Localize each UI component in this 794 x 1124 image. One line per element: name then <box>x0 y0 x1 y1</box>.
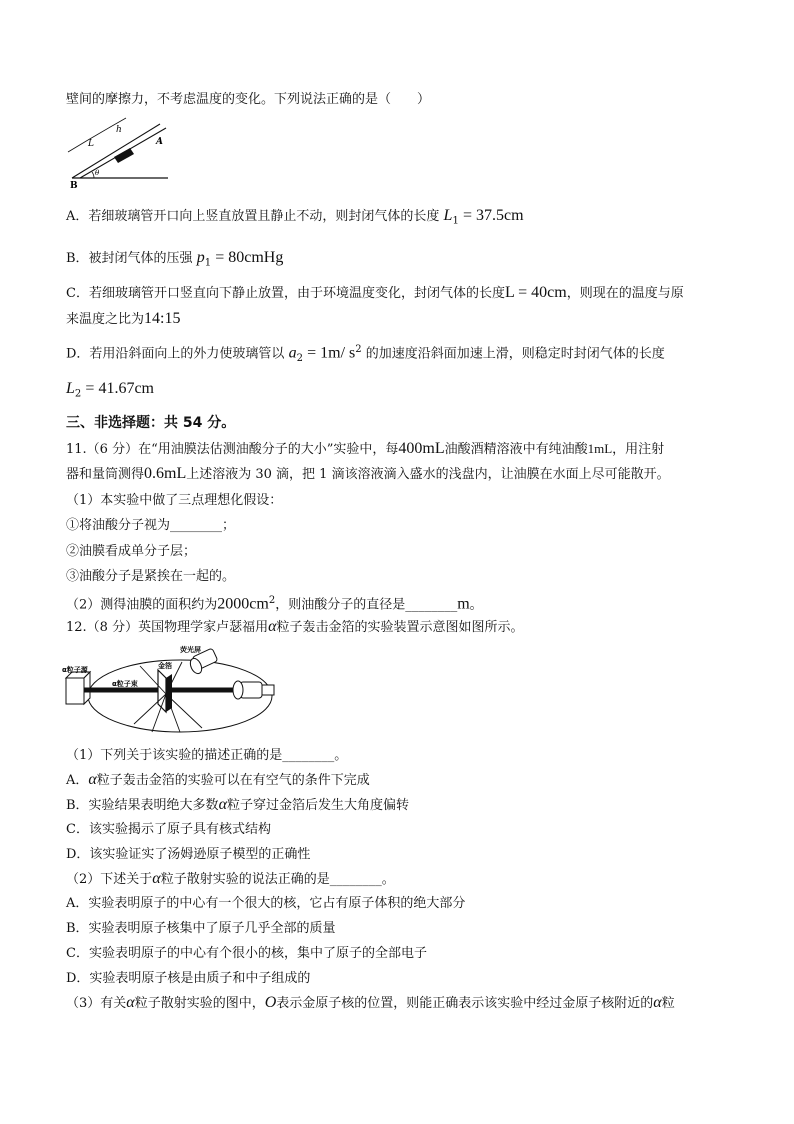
q11-sub2-b: ，则油酸分子的直径是________ <box>275 597 458 613</box>
q10-option-d-accel-sup: 2 <box>355 344 362 355</box>
fig2-label-source: α粒子源 <box>62 666 88 674</box>
q12-part2-a: （2）下述关于 <box>66 872 153 887</box>
q11-line1-a: 11.（6 分）在“用油膜法估测油酸分子的大小”实验中，每 <box>66 442 399 457</box>
q11-line2-a: 器和量筒测得 <box>66 467 145 482</box>
q12-part2-alpha: α <box>152 870 161 887</box>
q11-line2-m: 0.6mL <box>144 465 187 482</box>
q12-p2-option-a: A．实验表明原子的中心有一个很大的核，它占有原子体积的绝大部分 <box>66 896 466 911</box>
q10-option-c-line2-text: 来温度之比为 <box>66 312 145 327</box>
q12-p1-option-a <box>66 771 764 790</box>
q11-line2 <box>66 465 764 484</box>
q10-option-d-accel-var: a <box>288 344 297 362</box>
q12-p2-option-b: B．实验表明原子核集中了原子几乎全部的质量 <box>66 921 336 936</box>
q12-part3-alpha2: α <box>653 994 662 1011</box>
q10-option-d-accel-val: = 1m/ s <box>307 344 356 362</box>
q11-line1-m1: 400mL <box>398 440 445 457</box>
q12-p2-option-c: C．实验表明原子的中心有个很小的核，集中了原子的全部电子 <box>66 946 427 961</box>
fig1-label-h: h <box>116 125 122 135</box>
q10-option-b-val: = 80cmHg <box>215 249 284 266</box>
q11-item1: ①将油酸分子视为________； <box>66 518 236 533</box>
q11-sub2-a: （2）测得油膜的面积约为 <box>66 597 218 613</box>
q12-p2-option-d: D．实验表明原子核是由质子和中子组成的 <box>66 971 311 986</box>
q12-p1-option-b <box>66 796 764 815</box>
q12-part2 <box>66 870 764 889</box>
q12-part3-d: 粒 <box>661 996 675 1011</box>
q11-sub2-end: 。 <box>469 597 483 613</box>
q10-option-c-line2 <box>66 310 764 329</box>
q12-p1-option-b-pre: B．实验结果表明绝大多数 <box>66 798 219 813</box>
rutherford-apparatus-figure <box>62 644 277 742</box>
q12-part3-alpha1: α <box>126 994 135 1011</box>
q10-option-c-math: L = 40cm <box>504 284 567 301</box>
q10-option-b <box>66 249 764 273</box>
fig2-label-screen: 荧光屏 <box>180 646 201 654</box>
fig1-label-L: L <box>88 139 94 149</box>
q12-part3 <box>66 994 764 1013</box>
q10-option-d-ans-val: = 41.67cm <box>85 380 154 397</box>
q10-option-a-sub: 1 <box>452 215 459 227</box>
q11-item3: ③油酸分子是紧挨在一起的。 <box>66 569 236 584</box>
q10-option-a-var: L <box>443 207 453 224</box>
q10-option-a <box>66 207 764 231</box>
fig1-label-theta: θ <box>95 169 100 177</box>
q11-line1-b: 油酸酒精溶液中有纯油酸 <box>444 442 588 457</box>
q11-line1-c: ，用注射 <box>612 442 665 457</box>
q11-line1-m2: 1mL <box>587 441 613 456</box>
q12-line1 <box>66 618 764 637</box>
q11-sub2 <box>66 592 764 614</box>
q12-part3-O: O <box>264 994 277 1011</box>
q11-sub2-unit: m <box>457 595 470 613</box>
inclined-tube-figure <box>64 112 174 190</box>
q12-line1-a: 12.（8 分）英国物理学家卢瑟福用 <box>66 620 269 635</box>
q11-item2: ②油膜看成单分子层； <box>66 544 197 559</box>
q11-line2-b: 上述溶液为 30 滴，把 1 滴该溶液滴入盛水的浅盘内，让油膜在水面上尽可能散开。 <box>186 467 670 482</box>
q11-line1 <box>66 440 764 459</box>
q12-p1-option-d: D．该实验证实了汤姆逊原子模型的正确性 <box>66 847 311 862</box>
fig2-label-foil: 金箔 <box>158 662 172 670</box>
q10-option-b-text: B．被封闭气体的压强 <box>66 251 193 266</box>
q10-option-d-post: 的加速度沿斜面加速上滑，则稳定时封闭气体的长度 <box>365 346 665 362</box>
q12-part3-b: 粒子散射实验的图中， <box>134 996 265 1011</box>
intro-text: 壁间的摩擦力，不考虑温度的变化。下列说法正确的是（ ） <box>66 92 431 107</box>
q12-p1-option-a-pre: A． <box>66 773 89 788</box>
q11-sub1: （1）本实验中做了三点理想化假设： <box>66 493 283 508</box>
q12-p1-option-a-alpha: α <box>88 771 97 788</box>
q12-line1-b: 粒子轰击金箔的实验装置示意图如图所示。 <box>276 620 524 635</box>
q12-p1-option-a-text: 粒子轰击金箔的实验可以在有空气的条件下完成 <box>96 773 370 788</box>
q12-alpha: α <box>268 618 277 635</box>
q12-part2-b: 粒子散射实验的说法正确的是________。 <box>160 872 395 887</box>
q10-option-b-sub: 1 <box>204 257 212 269</box>
fig2-label-beam: α粒子束 <box>112 680 138 688</box>
q10-option-c-pre: C．若细玻璃管开口竖直向下静止放置，由于环境温度变化，封闭气体的长度 <box>66 286 505 301</box>
q10-option-a-text: A．若细玻璃管开口向上竖直放置且静止不动，则封闭气体的长度 <box>66 209 440 224</box>
q12-part3-a: （3）有关 <box>66 996 127 1011</box>
q12-p1-option-c: C．该实验揭示了原子具有核式结构 <box>66 822 271 837</box>
q11-sub2-sup: 2 <box>268 595 276 606</box>
q10-option-d-pre: D．若用沿斜面向上的外力使玻璃管以 <box>66 346 285 362</box>
q10-option-c-line1 <box>66 284 764 303</box>
q10-option-d-ans-var: L <box>66 380 75 397</box>
q12-p1-option-b-text: 粒子穿过金箔后发生大角度偏转 <box>226 798 409 813</box>
q11-sub2-m: 2000cm <box>217 595 269 613</box>
section-heading: 三、非选择题：共 54 分。 <box>66 415 236 431</box>
q10-option-d-accel-sub: 2 <box>296 352 303 364</box>
q12-p1-option-b-alpha: α <box>218 796 227 813</box>
q10-option-d-line2 <box>66 380 764 404</box>
q10-option-d-ans-sub: 2 <box>74 388 82 400</box>
fig1-label-A: A <box>156 137 163 147</box>
q12-part1: （1）下列关于该实验的描述正确的是________。 <box>66 748 348 763</box>
q10-option-b-var: p <box>196 249 205 266</box>
q10-option-c-ratio: 14:15 <box>144 310 181 327</box>
q10-option-d-line1 <box>66 341 764 368</box>
q10-option-c-post: ，则现在的温度与原 <box>566 286 684 301</box>
fig1-label-B: B <box>70 181 78 190</box>
q12-part3-c: 表示金原子核的位置，则能正确表示该实验中经过金原子核附近的 <box>276 996 654 1011</box>
q10-option-a-val: = 37.5cm <box>462 207 524 224</box>
